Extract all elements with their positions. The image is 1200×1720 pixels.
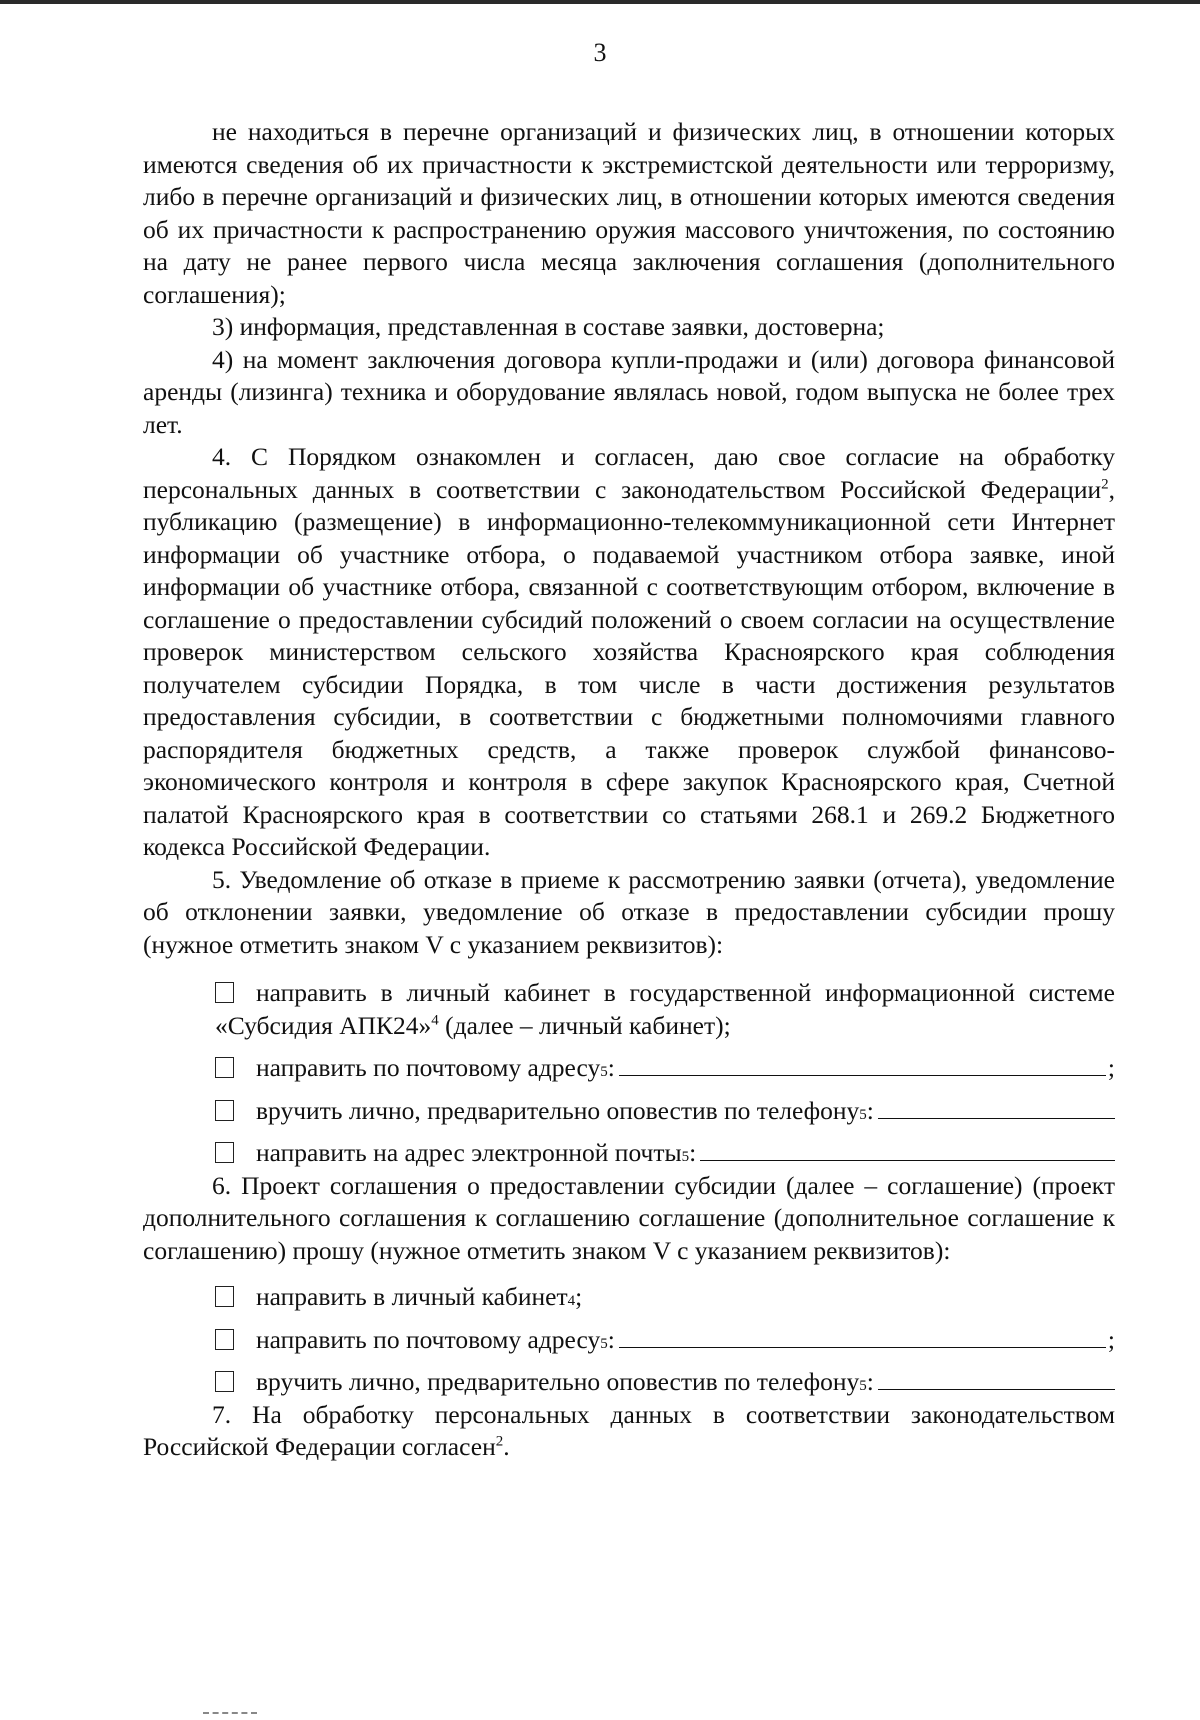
section-4-text-a: 4. С Порядком ознакомлен и согласен, даю свое согласие на обработку персональных данных в соответствии с законодательством Российской Федерации (143, 442, 1115, 504)
postal-address-field-6[interactable] (619, 1325, 1106, 1348)
option-5-postal-label: направить по почтовому адресу (256, 1053, 601, 1082)
item-3: 3) информация, представленная в составе заявки, достоверна; (212, 312, 885, 341)
option-6-cabinet: направить в личный кабинет 4 ; (143, 1281, 1115, 1314)
section-7-text: 7. На обработку персональных данных в соответствии законодательством Российской Федерации согласен (143, 1399, 1115, 1461)
section-4-text-b: , публикацию (размещение) в информационно-телекоммуникационной сети Интернет информации об участнике отбора, о подаваемой участником отбора заявке, иной информации об участнике отбора, связанной с соответствующим отбором, включение в соглашение о предоставлении субсидий положений о своем согласии на осуществление проверок министерством сельского хозяйства Красноярского края соблюдения получателем субсидии Порядка, в том числе в части достижения результатов предоставления субсидии, в соответствии с бюджетными полномочиями главного распорядителя бюджетных средств, а также проверок службой финансово-экономического контроля и контроля в сфере закупок Красноярского края, Счетной палатой Красноярского края в соответствии со статьями 268.1 и 269.2 Бюджетного кодекса Российской Федерации. (143, 474, 1115, 861)
phone-field-6[interactable] (878, 1367, 1115, 1390)
footnote-ref: 4 (431, 1012, 439, 1028)
section-5: 5. Уведомление об отказе в приеме к рассмотрению заявки (отчета), уведомление об отклонении заявки, уведомление об отказе в предоставлении субсидии прошу (нужное отметить знаком V с указанием реквизитов): (143, 864, 1115, 959)
option-6-postal: направить по почтовому адресу 5 : ; (143, 1324, 1115, 1357)
checkbox-6-phone[interactable] (215, 1371, 234, 1392)
top-border-line (0, 0, 1200, 4)
option-6-phone: вручить лично, предварительно оповестив по телефону 5 : (143, 1366, 1115, 1399)
option-5-cabinet-label-a: направить в личный кабинет в государственной информационной системе «Субсидия АПК24» (215, 978, 1115, 1040)
section-4 (143, 441, 1115, 864)
semicolon: ; (575, 1282, 583, 1311)
colon: : (689, 1138, 697, 1167)
option-5-phone: вручить лично, предварительно оповестив по телефону 5 : (143, 1095, 1115, 1128)
item-4: 4) на момент заключения договора купли-продажи и (или) договора финансовой аренды (лизинга) техника и оборудование являлась новой, годом выпуска не более трех лет. (143, 344, 1115, 439)
option-5-email: направить на адрес электронной почты 5 : (143, 1137, 1115, 1170)
checkbox-6-postal[interactable] (215, 1329, 234, 1350)
colon: : (607, 1324, 615, 1354)
colon: : (607, 1053, 615, 1082)
document-body (143, 116, 1115, 1464)
phone-field-5[interactable] (878, 1096, 1115, 1119)
option-5-cabinet (143, 977, 1115, 1042)
checkbox-5-cabinet[interactable] (215, 982, 234, 1003)
footnote-ref: 2 (495, 1433, 504, 1450)
paragraph-intro: не находиться в перечне организаций и физических лиц, в отношении которых имеются сведения об их причастности к экстремистской деятельности или терроризму, либо в перечне организаций и физических лиц, в отношении которых имеются сведения об их причастности к распространению оружия массового уничтожения, по состоянию на дату не ранее первого числа месяца заключения соглашения (дополнительного соглашения); (143, 117, 1115, 309)
email-field-5[interactable] (700, 1138, 1115, 1161)
checkbox-5-phone[interactable] (215, 1100, 234, 1121)
option-5-email-label: направить на адрес электронной почты (256, 1138, 682, 1167)
semicolon: ; (1107, 1053, 1115, 1082)
option-6-phone-label: вручить лично, предварительно оповестив по телефону (256, 1367, 860, 1396)
checkbox-5-email[interactable] (215, 1142, 234, 1163)
checkbox-6-cabinet[interactable] (215, 1286, 234, 1307)
page-number: 3 (593, 38, 607, 67)
checkbox-5-postal[interactable] (215, 1057, 234, 1078)
postal-address-field-5[interactable] (619, 1053, 1106, 1076)
colon: : (866, 1367, 874, 1396)
section-6: 6. Проект соглашения о предоставлении субсидии (далее – соглашение) (проект дополнительного соглашения к соглашению соглашение (дополнительное соглашение к соглашению) прошу (нужное отметить знаком V с указанием реквизитов): (143, 1170, 1115, 1265)
footnote-ref: 2 (1101, 476, 1109, 492)
option-6-postal-label: направить по почтовому адресу (256, 1324, 601, 1354)
colon: : (866, 1095, 874, 1125)
option-5-cabinet-label-b: (далее – личный кабинет); (438, 1010, 731, 1040)
section-7 (143, 1399, 1115, 1464)
option-5-postal: направить по почтовому адресу 5 : ; (143, 1052, 1115, 1085)
option-6-cabinet-label: направить в личный кабинет (256, 1282, 568, 1311)
period: . (503, 1432, 510, 1461)
option-5-phone-label: вручить лично, предварительно оповестив по телефону (256, 1095, 860, 1125)
semicolon: ; (1107, 1324, 1115, 1354)
bottom-scan-mark (203, 1712, 257, 1717)
